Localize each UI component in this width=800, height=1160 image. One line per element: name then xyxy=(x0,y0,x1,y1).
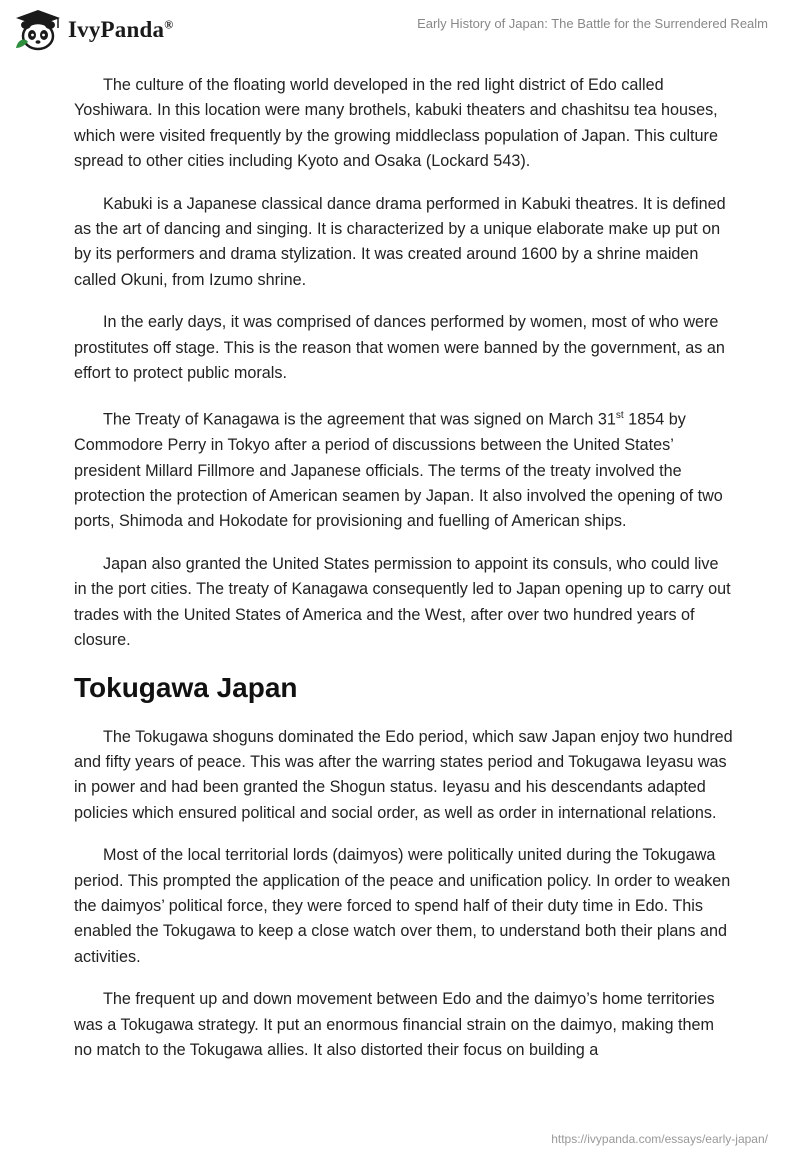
paragraph: In the early days, it was comprised of dances performed by women, most of who were prostitutes off stage. This is the reason that women were banned by the government, as an effort to protect public morals. xyxy=(74,313,725,383)
paragraph: The frequent up and down movement between Edo and the daimyo’s home territories was a Tokugawa strategy. It put an enormous financial strain on the daimyo, making them no match to the Tokugawa allies. It also distorted their focus on building a xyxy=(74,990,715,1059)
document-title: Early History of Japan: The Battle for the Surrendered Realm xyxy=(417,16,768,31)
paragraph: The culture of the floating world developed in the red light district of Edo called Yoshiwara. In this location were many brothels, kabuki theaters and chashitsu tea houses, which were visited frequently by the growing middleclass population of Japan. This culture spread to other cities including Kyoto and Osaka (Lockard 543). xyxy=(74,76,718,171)
paragraph: Most of the local territorial lords (daimyos) were politically united during the Tokugawa period. This prompted the application of the peace and unification policy. In order to weaken the daimyos’ political force, they were forced to spend half of their duty time in Edo. This enabled the Tokugawa to keep a close watch over them, to understand both their plans and activities. xyxy=(74,846,731,966)
paragraph: The Tokugawa shoguns dominated the Edo period, which saw Japan enjoy two hundred and fifty years of peace. This was after the warring states period and Tokugawa Ieyasu was in power and had been granted the Shogun status. Ieyasu and his descendants adapted policies which ensured political and social order, as well as order in international relations. xyxy=(74,727,733,822)
source-url[interactable]: https://ivypanda.com/essays/early-japan/ xyxy=(551,1132,768,1146)
ivypanda-logo[interactable] xyxy=(14,8,173,52)
paragraph: Japan also granted the United States permission to appoint its consuls, who could live in the port cities. The treaty of Kanagawa consequently led to Japan opening up to carry out trades with the United States of America and the West, after over two hundred years of closure. xyxy=(74,554,731,650)
panda-graduate-icon xyxy=(14,8,62,52)
section-heading: Tokugawa Japan xyxy=(74,671,298,703)
essay-body xyxy=(74,73,734,1080)
paragraph: Kabuki is a Japanese classical dance drama performed in Kabuki theatres. It is defined as the art of dancing and singing. It is characterized by a unique elaborate make up put on by its performers and drama stylization. It was created around 1600 by a shrine maiden called Okuni, from Izumo shrine. xyxy=(74,194,726,289)
paragraph: The Treaty of Kanagawa is the agreement that was signed on March 31st 1854 by Commodore Perry in Tokyo after a period of discussions between the United States’ president Millard Fillmore and Japanese officials. The terms of the treaty involved the protection the protection of American seamen by Japan. It also involved the opening of two ports, Shimoda and Hokodate for provisioning and fuelling of American ships. xyxy=(74,410,723,531)
logo-wordmark: IvyPanda® xyxy=(68,17,174,42)
page-header xyxy=(0,0,800,60)
